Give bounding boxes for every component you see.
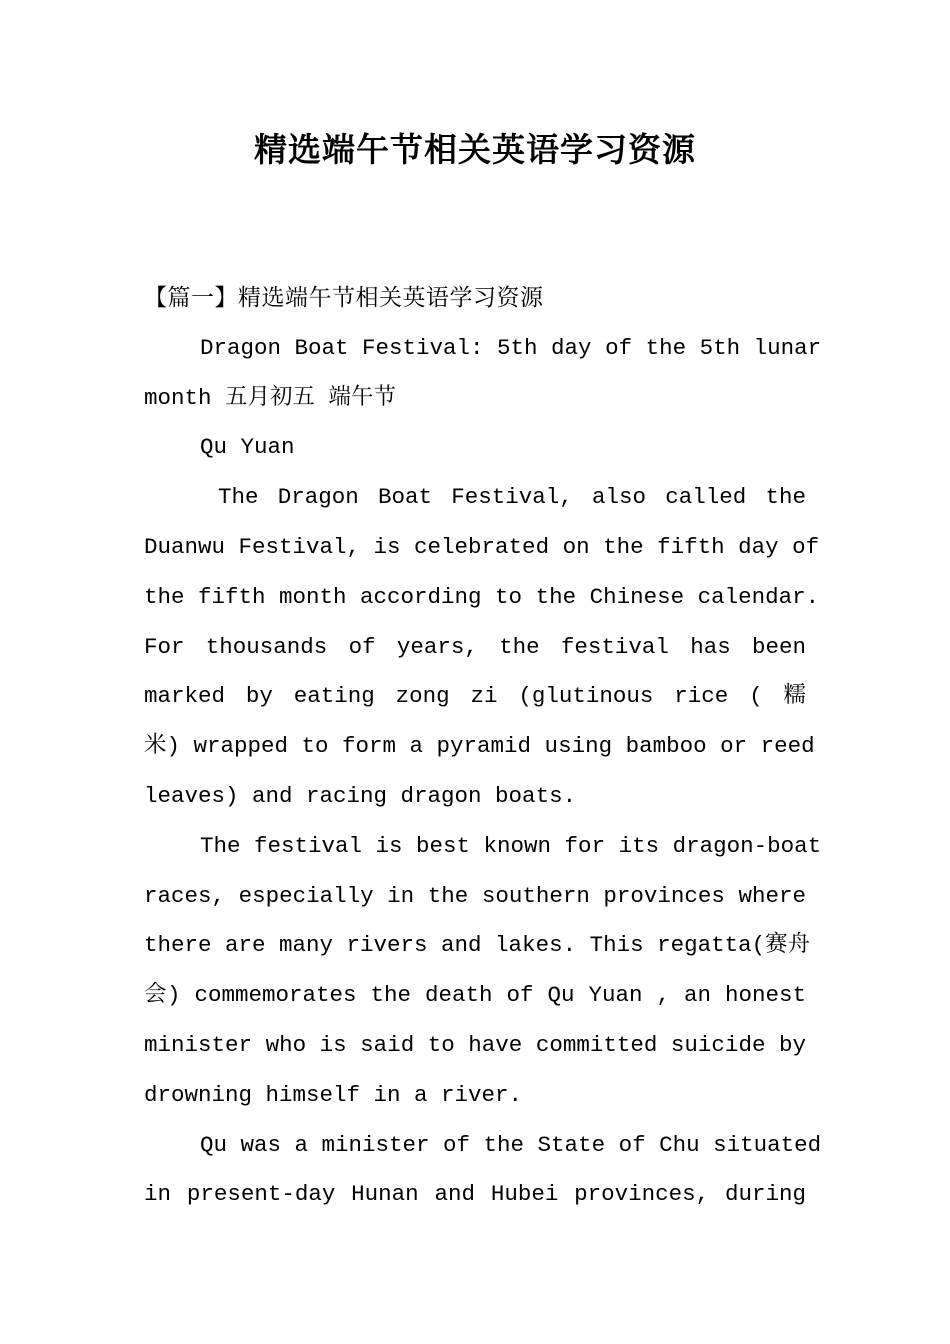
text-line: in present-day Hunan and Hubei provinces, during bbox=[144, 1181, 806, 1208]
text-line: Dragon Boat Festival: 5th day of the 5th lunar bbox=[200, 334, 822, 361]
text-line: For thousands of years, the festival has been bbox=[144, 633, 806, 660]
document-title: 精选端午节相关英语学习资源 bbox=[254, 130, 696, 169]
text-line: month 五月初五 端午节 bbox=[144, 384, 397, 411]
text-line: Duanwu Festival, is celebrated on the fifth day of bbox=[144, 533, 820, 560]
text-line: Qu Yuan bbox=[200, 434, 295, 461]
paragraph-lines bbox=[144, 324, 822, 1220]
document-body bbox=[144, 274, 822, 1220]
text-line: 米) wrapped to form a pyramid using bamboo or reed bbox=[144, 733, 815, 760]
text-line: the fifth month according to the Chinese calendar. bbox=[144, 583, 820, 610]
section-heading: 【篇一】精选端午节相关英语学习资源 bbox=[144, 285, 544, 311]
text-line: marked by eating zong zi (glutinous rice ( 糯 bbox=[144, 683, 806, 710]
text-line: races, especially in the southern provinces where bbox=[144, 882, 806, 909]
text-line: drowning himself in a river. bbox=[144, 1081, 523, 1108]
text-line: 会) commemorates the death of Qu Yuan , an honest bbox=[144, 982, 806, 1009]
text-line: leaves) and racing dragon boats. bbox=[144, 782, 577, 809]
text-line: Qu was a minister of the State of Chu situated bbox=[200, 1131, 822, 1158]
text-line: The festival is best known for its dragon-boat bbox=[200, 832, 822, 859]
text-line: there are many rivers and lakes. This regatta(赛舟 bbox=[144, 932, 811, 959]
text-line: The Dragon Boat Festival, also called the bbox=[218, 484, 806, 511]
text-line: minister who is said to have committed suicide by bbox=[144, 1031, 806, 1058]
